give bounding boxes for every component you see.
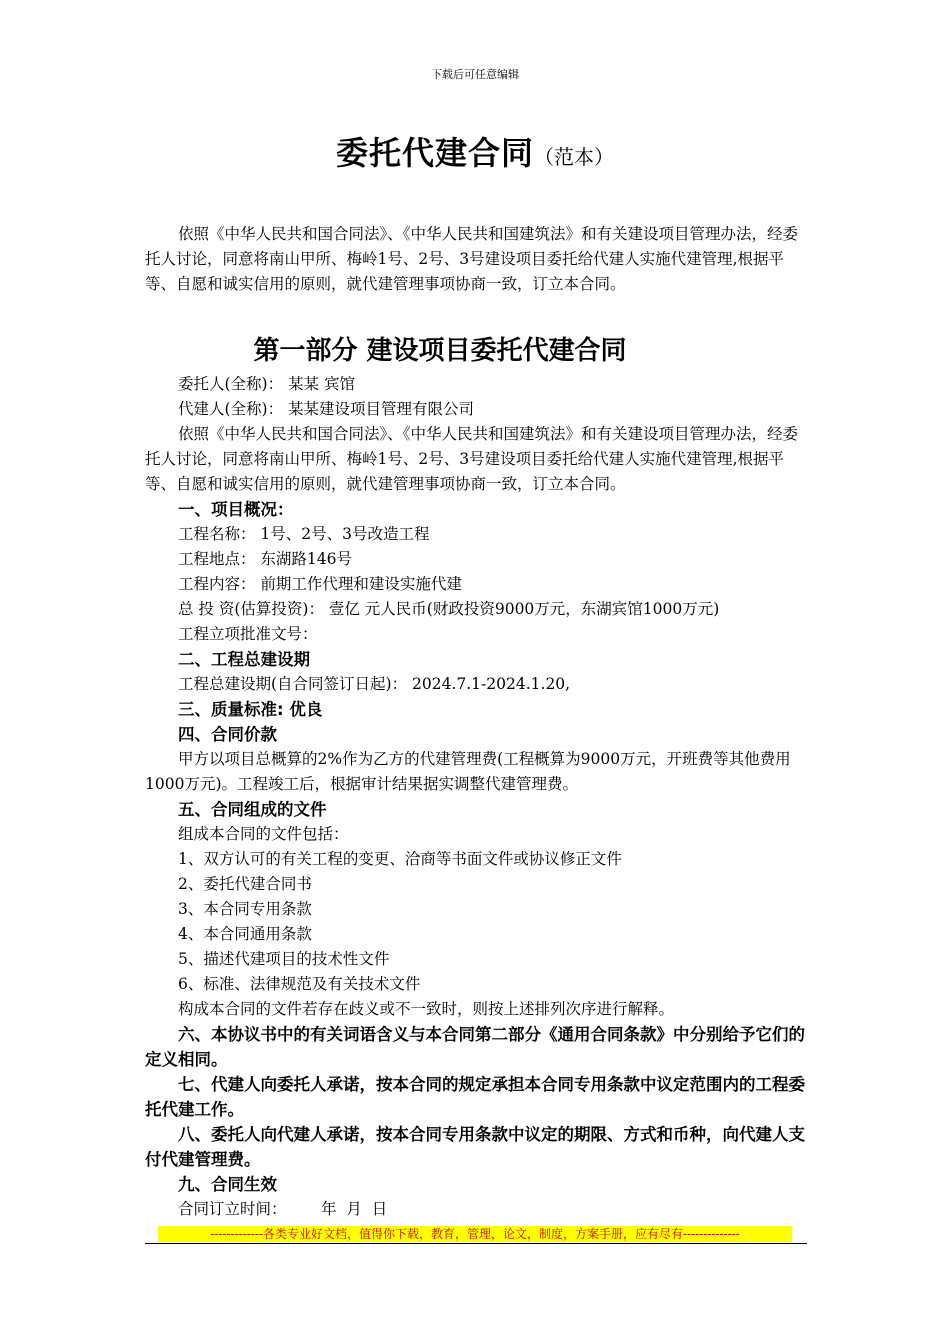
part1-body bbox=[145, 372, 808, 1222]
footer-banner: -------------各类专业好文档，值得你下载，教育，管理，论文，制度，方案手册，应有尽有-------------- bbox=[158, 1226, 792, 1242]
project-content: 工程内容： 前期工作代理和建设实施代建 bbox=[178, 575, 462, 593]
header-note: 下载后可任意编辑 bbox=[431, 68, 519, 81]
document-item: 2、委托代建合同书 bbox=[178, 875, 312, 893]
project-approval: 工程立项批准文号： bbox=[178, 625, 318, 643]
intro-paragraph: 依照《中华人民共和国合同法》、《中华人民共和国建筑法》和有关建设项目管理办法，经委托人讨论，同意将南山甲所、梅岭1号、2号、3号建设项目委托给代建人实施代建管理,根据平等、自愿和诚实信用的原则，就代建管理事项协商一致，订立本合同。 bbox=[145, 225, 799, 293]
document-title bbox=[0, 128, 950, 174]
document-item: 6、标准、法律规范及有关技术文件 bbox=[178, 975, 421, 993]
contract-price-paragraph: 甲方以项目总概算的2%作为乙方的代建管理费(工程概算为9000万元，开班费等其他费用1000万元)。工程竣工后，根据审计结果据实调整代建管理费。 bbox=[145, 750, 791, 793]
section5-heading: 五、合同组成的文件 bbox=[178, 800, 327, 819]
intro-section bbox=[145, 222, 808, 297]
section1-heading: 一、项目概况： bbox=[178, 500, 294, 519]
document-item: 3、本合同专用条款 bbox=[178, 900, 312, 918]
title-main: 委托代建合同 bbox=[335, 134, 534, 172]
footer-rule bbox=[145, 1243, 807, 1244]
section3-heading: 三、质量标准: 优良 bbox=[178, 700, 323, 719]
part1-intro-paragraph: 依照《中华人民共和国合同法》、《中华人民共和国建筑法》和有关建设项目管理办法，经委托人讨论，同意将南山甲所、梅岭1号、2号、3号建设项目委托给代建人实施代建管理,根据平等、自愿和诚实信用的原则，就代建管理事项协商一致，订立本合同。 bbox=[145, 425, 799, 493]
documents-lead: 组成本合同的文件包括： bbox=[178, 825, 349, 843]
section7-paragraph: 七、代建人向委托人承诺，按本合同的规定承担本合同专用条款中议定范围内的工程委托代建工作。 bbox=[145, 1075, 805, 1119]
title-sub: （范本） bbox=[534, 145, 614, 169]
construction-period: 工程总建设期(自合同签订日起)： 2024.7.1-2024.1.20, bbox=[178, 675, 571, 693]
document-item: 1、双方认可的有关工程的变更、洽商等书面文件或协议修正文件 bbox=[178, 850, 622, 868]
agent-line: 代建人(全称)： 某某建设项目管理有限公司 bbox=[178, 400, 475, 418]
project-location: 工程地点： 东湖路146号 bbox=[178, 550, 353, 568]
section6-paragraph: 六、本协议书中的有关词语含义与本合同第二部分《通用合同条款》中分别给予它们的定义相同。 bbox=[145, 1025, 805, 1069]
document-item: 5、描述代建项目的技术性文件 bbox=[178, 950, 390, 968]
client-line: 委托人(全称)： 某某 宾馆 bbox=[178, 375, 355, 393]
project-name: 工程名称： 1号、2号、3号改造工程 bbox=[178, 525, 430, 543]
project-investment: 总 投 资(估算投资)： 壹亿 元人民币(财政投资9000万元，东湖宾馆1000万元) bbox=[178, 600, 720, 618]
section9-heading: 九、合同生效 bbox=[178, 1175, 277, 1194]
documents-closing: 构成本合同的文件若存在歧义或不一致时，则按上述排列次序进行解释。 bbox=[178, 1000, 675, 1018]
signing-date: 合同订立时间： 年 月 日 bbox=[178, 1200, 388, 1218]
section8-paragraph: 八、委托人向代建人承诺，按本合同专用条款中议定的期限、方式和币种，向代建人支付代建管理费。 bbox=[145, 1125, 805, 1169]
section4-heading: 四、合同价款 bbox=[178, 725, 277, 744]
document-item: 4、本合同通用条款 bbox=[178, 925, 312, 943]
part1-title: 第一部分 建设项目委托代建合同 bbox=[253, 336, 627, 366]
section2-heading: 二、工程总建设期 bbox=[178, 650, 310, 669]
